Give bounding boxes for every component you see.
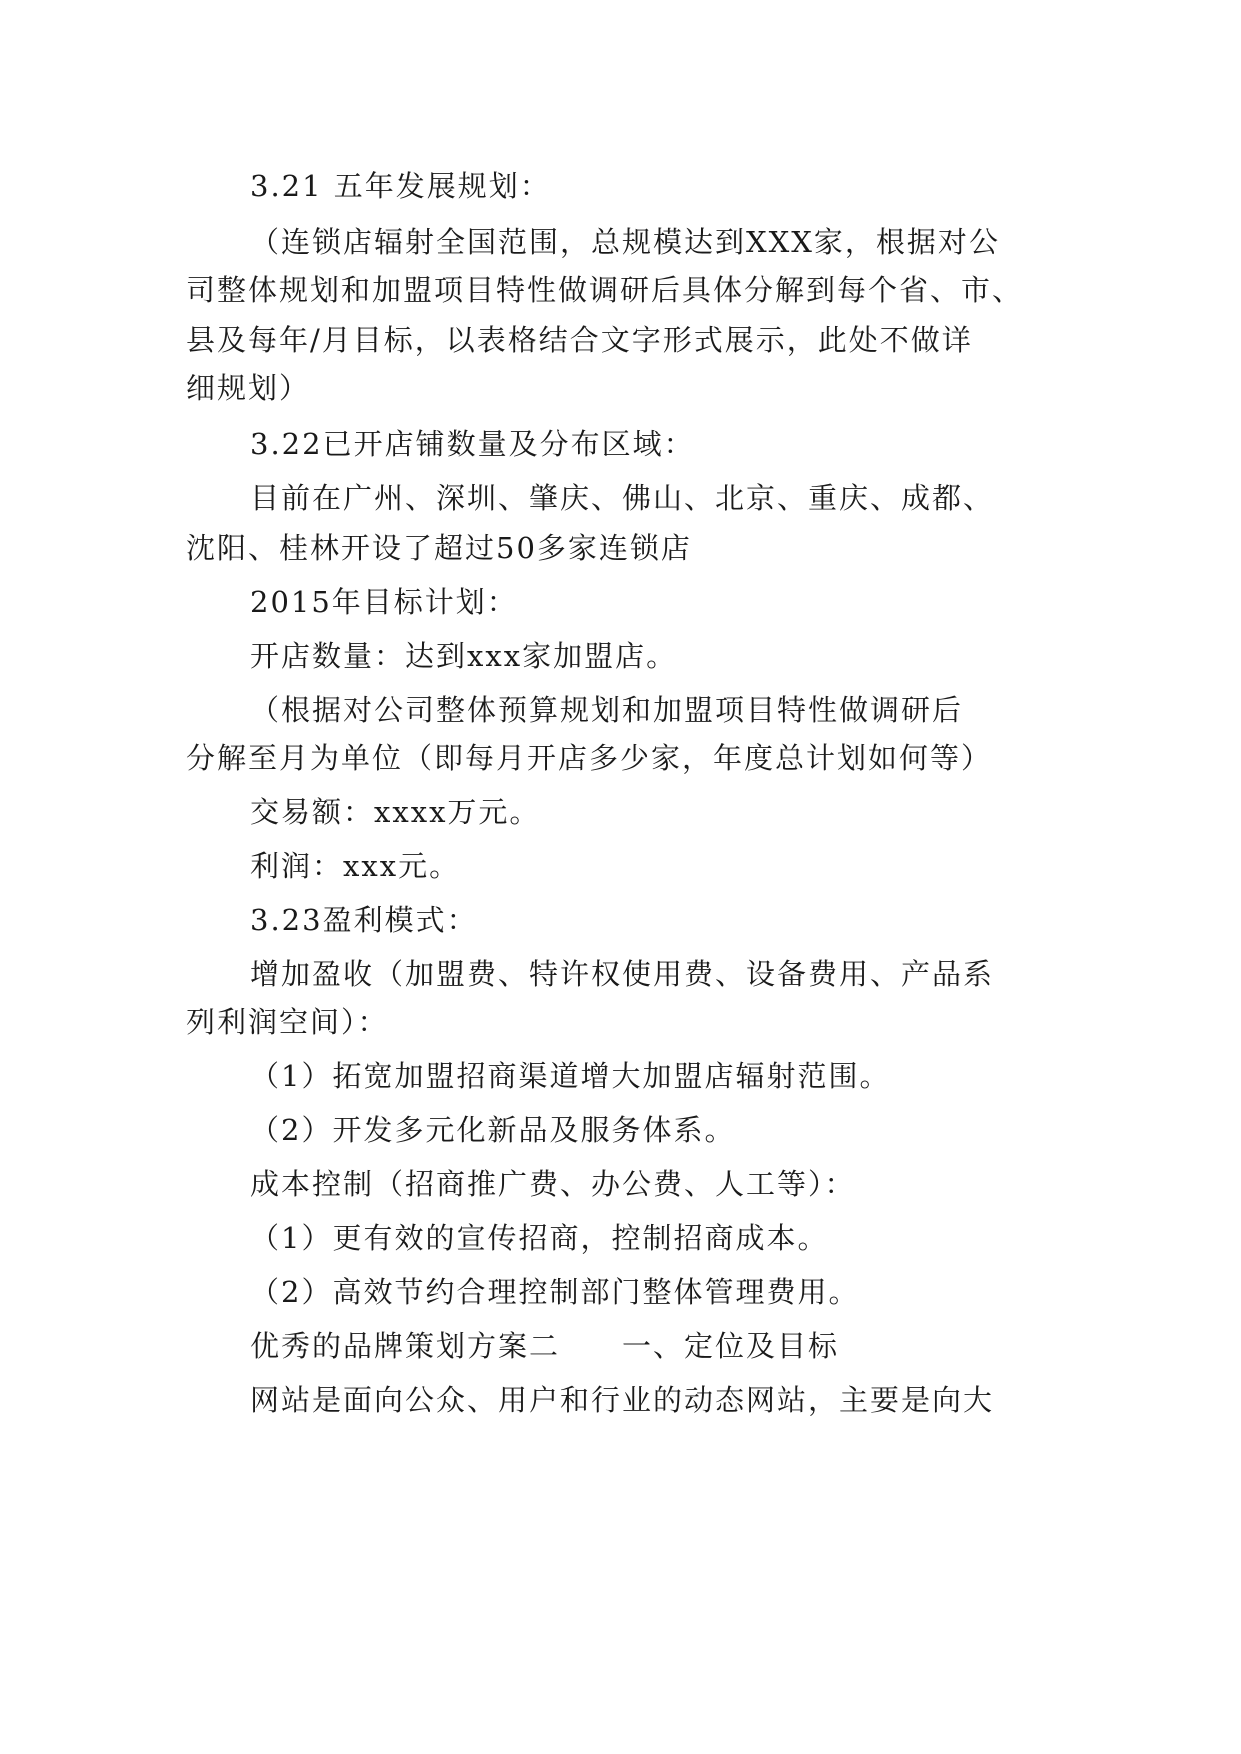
paragraph-line: 增加盈收（加盟费、特许权使用费、设备费用、产品系 — [250, 957, 995, 991]
paragraph-line: 列利润空间）： — [186, 1005, 389, 1039]
paragraph-line: 沈阳、桂林开设了超过50多家连锁店 — [186, 531, 692, 565]
heading-brand-plan-two: 优秀的品牌策划方案二 一、定位及目标 — [250, 1329, 840, 1363]
paragraph-line: 开店数量：达到xxx家加盟店。 — [250, 639, 678, 673]
paragraph-line: 分解至月为单位（即每月开店多少家，年度总计划如何等） — [186, 741, 993, 775]
paragraph-line: 交易额：xxxx万元。 — [250, 795, 541, 829]
list-item: （2）开发多元化新品及服务体系。 — [250, 1113, 736, 1147]
heading-stores-distribution: 3.22已开店铺数量及分布区域： — [250, 427, 695, 461]
paragraph-line: 目前在广州、深圳、肇庆、佛山、北京、重庆、成都、 — [250, 481, 995, 515]
list-item: （2）高效节约合理控制部门整体管理费用。 — [250, 1275, 860, 1309]
paragraph-line: （根据对公司整体预算规划和加盟项目特性做调研后 — [250, 693, 964, 727]
paragraph-line: 利润：xxx元。 — [250, 849, 461, 883]
heading-five-year-plan: 3.21 五年发展规划： — [250, 169, 551, 203]
paragraph-line: （连锁店辐射全国范围，总规模达到XXX家，根据对公 — [250, 225, 1000, 259]
list-item: （1）更有效的宣传招商，控制招商成本。 — [250, 1221, 829, 1255]
paragraph-line: 司整体规划和加盟项目特性做调研后具体分解到每个省、市、 — [186, 273, 1024, 307]
paragraph-line: 网站是面向公众、用户和行业的动态网站，主要是向大 — [250, 1383, 995, 1417]
paragraph-line: 细规划） — [186, 371, 311, 405]
heading-2015-target: 2015年目标计划： — [250, 585, 518, 619]
paragraph-line: 县及每年/月目标，以表格结合文字形式展示，此处不做详 — [186, 323, 973, 357]
list-item: （1）拓宽加盟招商渠道增大加盟店辐射范围。 — [250, 1059, 891, 1093]
paragraph-line: 成本控制（招商推广费、办公费、人工等）： — [250, 1167, 856, 1201]
heading-profit-model: 3.23盈利模式： — [250, 903, 478, 937]
